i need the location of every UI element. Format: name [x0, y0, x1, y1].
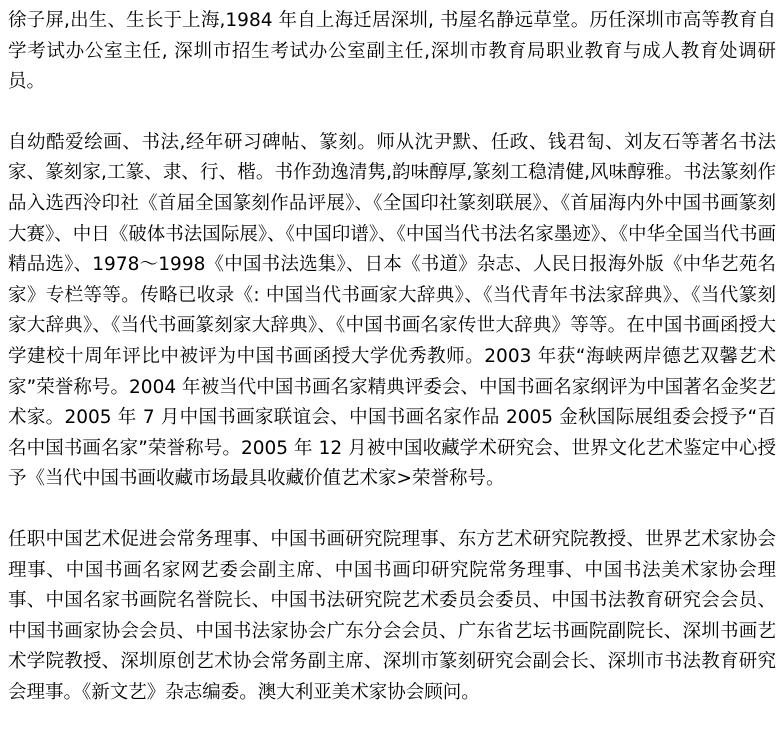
paragraph-artistic-achievements: 自幼酷爱绘画、书法,经年研习碑帖、篆刻。师从沈尹默、任政、钱君匋、刘友石等著名书法家、篆刻家,工篆、隶、行、楷。书作劲逸清隽,韵味醇厚,篆刻工稳清健,风味醇雅。书法篆刻作品入选西泠印社《首届全国篆刻作品评展》、《全国印社篆刻联展》、《首届海内外中国书画篆刻大赛》、中日《破体书法国际展》、《中国印谱》、《中国当代书法名家墨迹》、《中华全国当代书画精品选》、1978～1998《中国书法选集》、日本《书道》杂志、人民日报海外版《中华艺苑名家》专栏等等。传略已收录《: 中国当代书画家大辞典》、《当代青年书法家辞典》、《当代篆刻家大辞典》、《当代书画篆刻家大辞典》、《中国书画名家传世大辞典》等等。在中国书画函授大学建校十周年评比中被评为中国书画函授大学优秀教师。2003 年获“海峡两岸德艺双馨艺术家”荣誉称号。2004 年被当代中国书画名家精典评委会、中国书画名家纲评为中国著名金奖艺术家。2005 年 7 月中国书画家联谊会、中国书画名家作品 2005 金秋国际展组委会授予“百名中国书画名家”荣誉称号。2005 年 12 月被中国收藏学术研究会、世界文化艺术鉴定中心授予《当代中国书画收藏市场最具收藏价值艺术家>荣誉称号。 — [8, 131, 776, 490]
paragraph-biography-intro: 徐子屏,出生、生长于上海,1984 年自上海迁居深圳, 书屋名静远草堂。历任深圳市高等教育自学考试办公室主任, 深圳市招生考试办公室副主任,深圳市教育局职业教育与成人教育处调研员。 — [8, 10, 776, 93]
paragraph-spacer — [8, 98, 776, 128]
paragraph-positions-held: 任职中国艺术促进会常务理事、中国书画研究院理事、东方艺术研究院教授、世界艺术家协会理事、中国书画名家网艺委会副主席、中国书画印研究院常务理事、中国书法美术家协会理事、中国名家书画院名誉院长、中国书法研究院艺术委员会委员、中国书法教育研究会会员、中国书画家协会会员、中国书法家协会广东分会会员、广东省艺坛书画院副院长、深圳书画艺术学院教授、深圳原创艺术协会常务副主席、深圳市篆刻研究会副会长、深圳市书法教育研究会理事。《新文艺》杂志编委。澳大利亚美术家协会顾问。 — [8, 528, 776, 703]
paragraph-spacer — [8, 495, 776, 525]
